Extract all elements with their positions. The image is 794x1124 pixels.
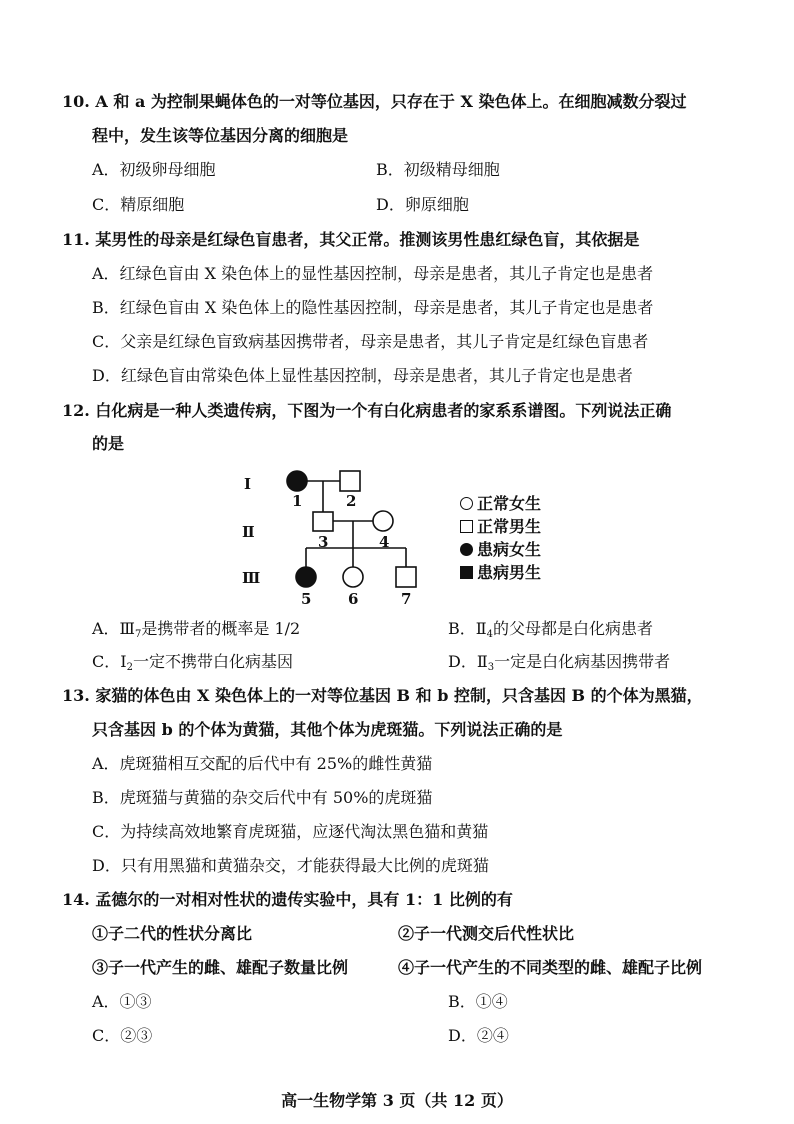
q10-option-c[interactable]: C．精原细胞 <box>92 195 185 214</box>
legend-label: 正常女生 <box>477 494 542 513</box>
q14-item-1: ①子二代的性状分离比 <box>92 924 253 943</box>
q14-number: 14. <box>62 890 90 909</box>
q13-option-b[interactable]: B．虎斑猫与黄猫的杂交后代中有 50%的虎斑猫 <box>92 788 433 807</box>
q14-option-c[interactable]: C．②③ <box>92 1026 153 1045</box>
individual-5-affected-female <box>296 567 316 587</box>
q11-number: 11. <box>62 230 90 249</box>
option-text: 一定不携带白化病基因 <box>132 652 293 671</box>
individual-label-6: 6 <box>348 590 359 608</box>
q13-option-c[interactable]: C．为持续高效地繁育虎斑猫，应逐代淘汰黑色猫和黄猫 <box>92 822 489 841</box>
generation-label-3: Ⅲ <box>242 569 261 587</box>
q12-stem-text1: 白化病是一种人类遗传病，下图为一个有白化病患者的家系系谱图。下列说法正确 <box>95 401 672 420</box>
q13-option-a[interactable]: A．虎斑猫相互交配的后代中有 25%的雌性黄猫 <box>92 754 433 773</box>
legend-label: 患病女生 <box>477 540 542 559</box>
q11-option-c[interactable]: C．父亲是红绿色盲致病基因携带者，母亲是患者，其儿子肯定是红绿色盲患者 <box>92 332 649 351</box>
q14-item-4: ④子一代产生的不同类型的雌、雄配子比例 <box>398 958 703 977</box>
q12-option-b[interactable] <box>448 619 653 645</box>
legend-label: 正常男生 <box>477 517 542 536</box>
q13-number: 13. <box>62 686 90 705</box>
q14-item-3: ③子一代产生的雌、雄配子数量比例 <box>92 958 349 977</box>
q11-stem <box>62 230 639 250</box>
q14-option-d[interactable]: D．②④ <box>448 1026 509 1045</box>
q13-stem-line1 <box>62 686 703 706</box>
individual-label-2: 2 <box>346 492 357 510</box>
q11-option-d[interactable]: D．红绿色盲由常染色体上显性基因控制，母亲是患者，其儿子肯定也是患者 <box>92 366 633 385</box>
option-text: 一定是白化病基因携带者 <box>494 652 671 671</box>
q12-stem-line1 <box>62 401 671 421</box>
option-subscript: 7 <box>135 629 142 640</box>
option-subscript: 3 <box>487 662 495 673</box>
individual-label-7: 7 <box>401 590 412 608</box>
q11-option-b[interactable]: B．红绿色盲由 X 染色体上的隐性基因控制，母亲是患者，其儿子肯定也是患者 <box>92 298 654 317</box>
q14-item-2: ②子一代测交后代性状比 <box>398 924 575 943</box>
legend-affected-female <box>460 540 541 560</box>
individual-label-5: 5 <box>301 590 312 608</box>
q14-stem-text: 孟德尔的一对相对性状的遗传实验中，具有 1：1 比例的有 <box>95 890 513 909</box>
generation-label-2: Ⅱ <box>242 523 255 541</box>
filled-circle-icon <box>460 543 473 556</box>
individual-6-normal-female <box>343 567 363 587</box>
individual-label-4: 4 <box>379 533 390 551</box>
legend-affected-male <box>460 563 541 583</box>
q10-stem-line2: 程中，发生该等位基因分离的细胞是 <box>92 126 349 145</box>
individual-4-normal-female <box>373 511 393 531</box>
individual-label-1: 1 <box>292 492 303 510</box>
option-prefix: B．Ⅱ <box>448 619 487 638</box>
q13-stem-text1: 家猫的体色由 X 染色体上的一对等位基因 B 和 b 控制，只含基因 B 的个体为黑猫， <box>95 686 703 705</box>
q14-option-a[interactable]: A．①③ <box>92 992 152 1011</box>
q12-option-a[interactable] <box>92 619 300 645</box>
option-prefix: A．Ⅲ <box>92 619 135 638</box>
individual-2-normal-male <box>340 471 360 491</box>
q12-option-c[interactable] <box>92 652 293 678</box>
filled-square-icon <box>460 566 473 579</box>
q11-stem-text: 某男性的母亲是红绿色盲患者，其父正常。推测该男性患红绿色盲，其依据是 <box>95 230 640 249</box>
q10-option-b[interactable]: B．初级精母细胞 <box>376 160 500 179</box>
individual-label-3: 3 <box>318 533 329 551</box>
q13-stem-line2: 只含基因 b 的个体为黄猫，其他个体为虎斑猫。下列说法正确的是 <box>92 720 563 739</box>
individual-7-normal-male <box>396 567 416 587</box>
q12-number: 12. <box>62 401 90 420</box>
option-prefix: C．I <box>92 652 127 671</box>
q10-stem-line1 <box>62 92 686 112</box>
option-text: 的父母都是白化病患者 <box>493 619 654 638</box>
q10-stem-text1: A 和 a 为控制果蝇体色的一对等位基因，只存在于 X 染色体上。在细胞减数分裂过 <box>95 92 687 111</box>
option-text: 是携带者的概率是 1/2 <box>141 619 301 638</box>
q13-option-d[interactable]: D．只有用黑猫和黄猫杂交，才能获得最大比例的虎斑猫 <box>92 856 489 875</box>
pedigree-chart <box>232 462 452 612</box>
q14-stem <box>62 890 513 910</box>
legend-normal-female <box>460 494 541 514</box>
q10-number: 10. <box>62 92 90 111</box>
q12-stem-line2: 的是 <box>92 434 125 453</box>
individual-3-normal-male <box>313 512 333 531</box>
q10-option-d[interactable]: D．卵原细胞 <box>376 195 469 214</box>
q12-option-d[interactable] <box>448 652 670 678</box>
q11-option-a[interactable]: A．红绿色盲由 X 染色体上的显性基因控制，母亲是患者，其儿子肯定也是患者 <box>92 264 654 283</box>
legend-label: 患病男生 <box>477 563 542 582</box>
individual-1-affected-female <box>287 471 307 491</box>
legend-normal-male <box>460 517 541 537</box>
square-icon <box>460 520 473 533</box>
page-footer: 高一生物学第 3 页（共 12 页） <box>281 1091 513 1110</box>
circle-icon <box>460 497 473 510</box>
option-subscript: 4 <box>486 629 494 640</box>
option-subscript: 2 <box>126 662 133 673</box>
q10-option-a[interactable]: A．初级卵母细胞 <box>92 160 216 179</box>
option-prefix: D．Ⅱ <box>448 652 488 671</box>
generation-label-1: I <box>244 475 252 493</box>
q14-option-b[interactable]: B．①④ <box>448 992 508 1011</box>
